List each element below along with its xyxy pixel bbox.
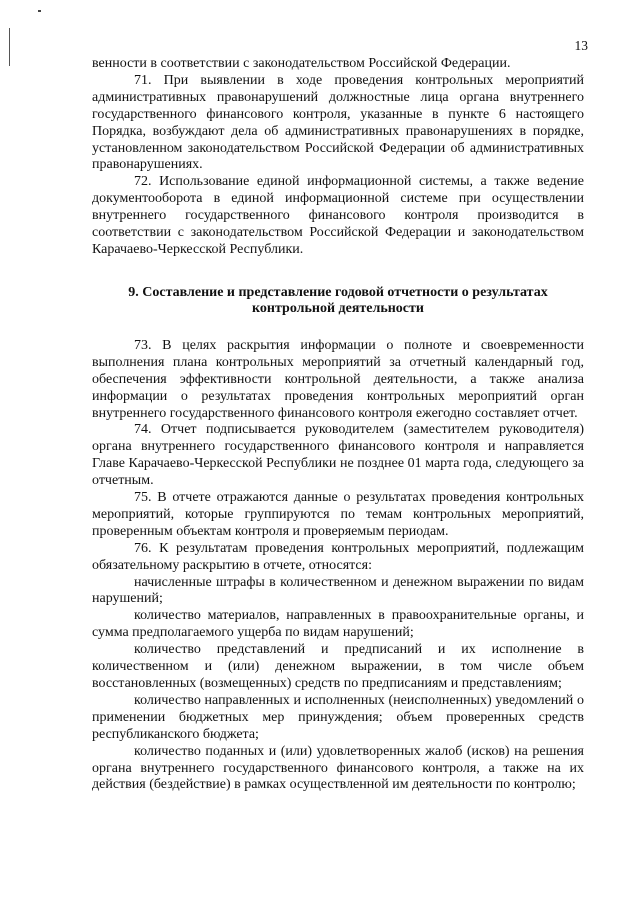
section-heading: [92, 285, 584, 318]
paragraph-75: 75. В отчете отражаются данные о результатах проведения контрольных мероприятий, которые группируются по темам контрольных мероприятий, проверенным объектам контроля и проверяемым периодам.: [92, 490, 584, 539]
paragraph-continuation: венности в соответствии с законодательством Российской Федерации.: [92, 56, 511, 71]
page-number: 13: [574, 38, 588, 53]
paragraph-74: 74. Отчет подписывается руководителем (заместителем руководителя) органа внутреннего государственного финансового контроля и направляется Главе Карачаево-Черкесской Республики не позднее 01 марта года, следующего за отчетным.: [92, 422, 584, 489]
paragraph-73: 73. В целях раскрытия информации о полноте и своевременности выполнения плана контрольных мероприятий за отчетный календарный год, обеспечения эффективности контрольной деятельности, а также анализа информации о результатах проведения контрольных мероприятий орган внутреннего государственного финансового контроля ежегодно составляет отчет.: [92, 337, 584, 421]
paragraph-76: 76. К результатам проведения контрольных мероприятий, подлежащим обязательному раскрытию в отчете, относятся:: [92, 540, 584, 573]
paragraph-71: 71. При выявлении в ходе проведения контрольных мероприятий административных правонарушений должностные лица органа внутреннего государственного финансового контроля, указанные в пункте 6 настоящего Порядка, возбуждают дела об административных правонарушениях в порядке, установленном законодательством Российской Федерации об административных правонарушениях.: [92, 72, 584, 173]
section-heading-line-2: контрольной деятельности: [252, 301, 424, 317]
list-item-fines: начисленные штрафы в количественном и денежном выражении по видам нарушений;: [92, 574, 584, 607]
list-item-budget-enforcement-notices: количество направленных и исполненных (неисполненных) уведомлений о применении бюджетных мер принуждения; объем проверенных средств республиканского бюджета;: [92, 692, 584, 742]
list-item-law-enforcement-materials: количество материалов, направленных в правоохранительные органы, и сумма предполагаемого ущерба по видам нарушений;: [92, 608, 584, 641]
scan-speck: [38, 10, 41, 12]
list-item-complaints: количество поданных и (или) удовлетворенных жалоб (исков) на решения органа внутреннего государственного финансового контроля, а также на их действия (бездействие) в рамках осуществленной им деятельности по контролю;: [92, 743, 584, 793]
paragraph-72: 72. Использование единой информационной системы, а также ведение документооборота в единой информационной системе при осуществлении внутреннего государственного финансового контроля производится в соответствии с законодательством Российской Федерации и законодательством Карачаево-Черкесской Республики.: [92, 174, 584, 257]
list-item-representations-prescriptions: количество представлений и предписаний и их исполнение в количественном и (или) денежном выражении, в том числе объем восстановленных (возмещенных) средств по предписаниям и представлениям;: [92, 642, 584, 691]
scan-margin-line: [9, 28, 10, 66]
section-heading-line-1: 9. Составление и представление годовой отчетности о результатах: [128, 284, 548, 300]
document-body: [92, 56, 584, 794]
